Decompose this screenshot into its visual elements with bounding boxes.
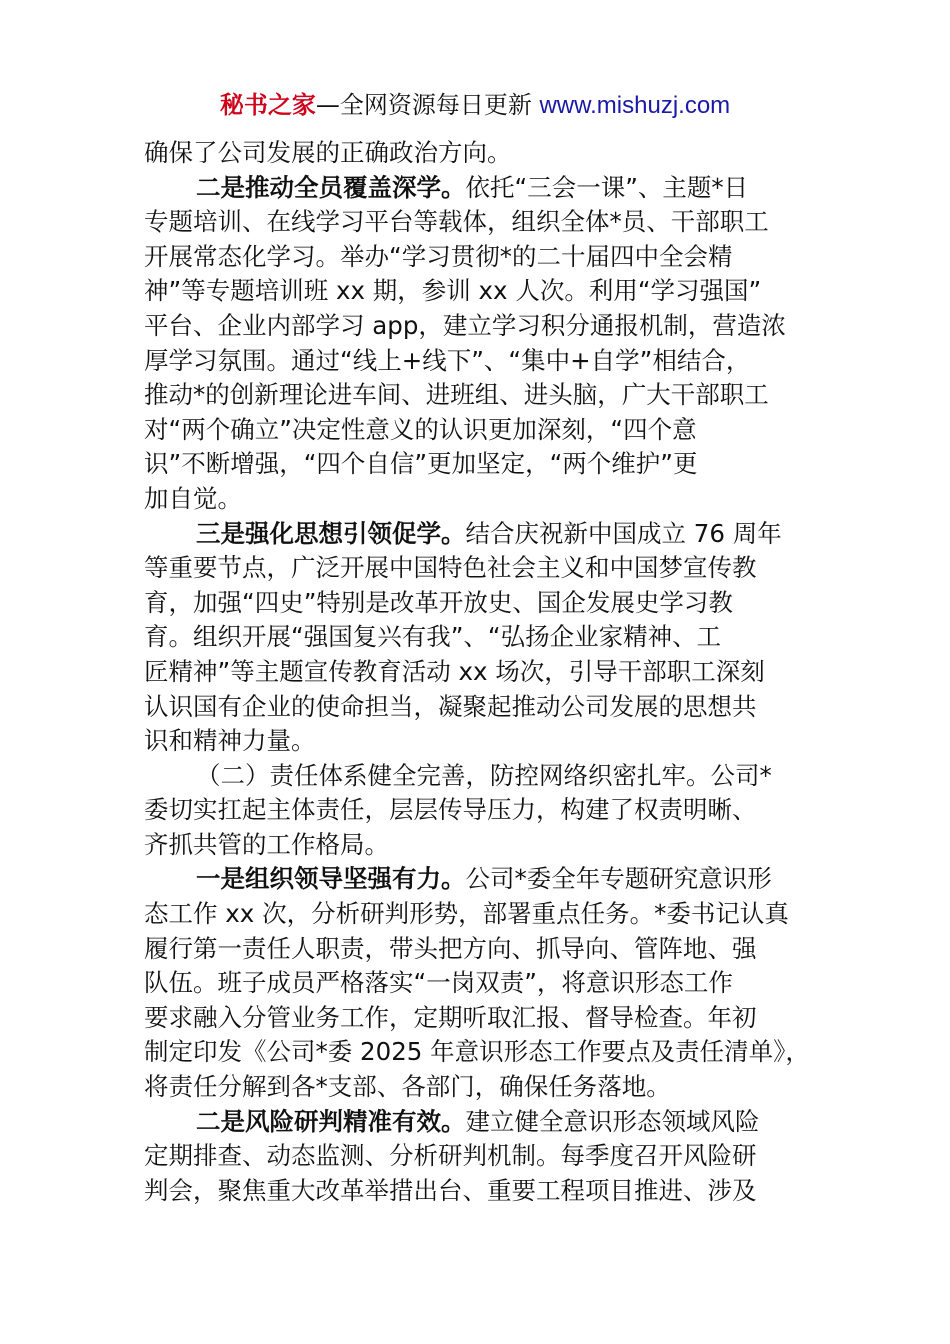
- text-line: [144, 136, 820, 171]
- document-body: [144, 136, 820, 1208]
- line-text: 态工作 xx 次，分析研判形势，部署重点任务。*委书记认真: [144, 899, 789, 929]
- text-line: [144, 482, 820, 517]
- text-line: [144, 551, 820, 586]
- text-line: [144, 932, 820, 967]
- text-line: [144, 828, 820, 863]
- text-line: [144, 1139, 820, 1174]
- line-text: 神”等专题培训班 xx 期，参训 xx 人次。利用“学习强国”: [144, 276, 762, 306]
- text-line: [144, 274, 820, 309]
- line-text: 推动*的创新理论进车间、进班组、进头脑，广大干部职工: [144, 380, 769, 410]
- text-line: [144, 309, 820, 344]
- text-line: [144, 1105, 820, 1140]
- bold-lead-phrase: 三是强化思想引领促学。: [196, 518, 466, 548]
- line-text: 厚学习氛围。通过“线上+线下”、“集中+自学”相结合，: [144, 345, 751, 375]
- line-text: （二）责任体系健全完善，防控网络织密扎牢。公司*: [196, 760, 772, 790]
- line-text: 识”不断增强，“四个自信”更加坚定，“两个维护”更: [144, 449, 698, 479]
- text-line: [144, 1070, 820, 1105]
- text-line: [144, 586, 820, 621]
- text-line: [144, 655, 820, 690]
- line-text: 育。组织开展“强国复兴有我”、“弘扬企业家精神、工: [144, 622, 722, 652]
- line-text: 齐抓共管的工作格局。: [144, 829, 389, 859]
- line-text: 定期排查、动态监测、分析研判机制。每季度召开风险研: [144, 1141, 757, 1171]
- text-line: [144, 517, 820, 552]
- text-line: [144, 344, 820, 379]
- text-line: [144, 240, 820, 275]
- bold-lead-phrase: 二是推动全员覆盖深学。: [196, 172, 466, 202]
- brand-name: 秘书之家: [219, 91, 316, 119]
- text-line: [144, 690, 820, 725]
- line-text: 公司*委全年专题研究意识形: [465, 864, 772, 894]
- header-tagline: —全网资源每日更新: [315, 91, 540, 119]
- line-text: 等重要节点，广泛开展中国特色社会主义和中国梦宣传教: [144, 553, 757, 583]
- text-line: [144, 1001, 820, 1036]
- text-line: [144, 1035, 820, 1070]
- line-text: 队伍。班子成员严格落实“一岗双责”，将意识形态工作: [144, 968, 733, 998]
- text-line: [144, 413, 820, 448]
- site-header: [0, 88, 950, 123]
- line-text: 要求融入分管业务工作，定期听取汇报、督导检查。年初: [144, 1002, 757, 1032]
- text-line: [144, 966, 820, 1001]
- line-text: 结合庆祝新中国成立 76 周年: [465, 518, 782, 548]
- line-text: 制定印发《公司*委 2025 年意识形态工作要点及责任清单》，: [144, 1037, 810, 1067]
- text-line: [144, 862, 820, 897]
- line-text: 认识国有企业的使命担当，凝聚起推动公司发展的思想共: [144, 691, 757, 721]
- line-text: 加自觉。: [144, 483, 242, 513]
- line-text: 匠精神”等主题宣传教育活动 xx 场次，引导干部职工深刻: [144, 656, 765, 686]
- site-url-link[interactable]: www.mishuzj.com: [539, 92, 731, 119]
- line-text: 建立健全意识形态领域风险: [465, 1106, 760, 1136]
- text-line: [144, 724, 820, 759]
- line-text: 对“两个确立”决定性意义的认识更加深刻，“四个意: [144, 414, 697, 444]
- line-text: 判会，聚焦重大改革举措出台、重要工程项目推进、涉及: [144, 1175, 757, 1205]
- text-line: [144, 897, 820, 932]
- text-line: [144, 759, 820, 794]
- text-line: [144, 171, 820, 206]
- text-line: [144, 378, 820, 413]
- line-text: 将责任分解到各*支部、各部门，确保任务落地。: [144, 1072, 671, 1102]
- line-text: 育，加强“四史”特别是改革开放史、国企发展史学习教: [144, 587, 733, 617]
- line-text: 委切实扛起主体责任，层层传导压力，构建了权责明晰、: [144, 795, 757, 825]
- line-text: 依托“三会一课”、主题*日: [465, 172, 749, 202]
- bold-lead-phrase: 一是组织领导坚强有力。: [196, 864, 466, 894]
- line-text: 识和精神力量。: [144, 726, 316, 756]
- text-line: [144, 793, 820, 828]
- line-text: 确保了公司发展的正确政治方向。: [144, 138, 512, 167]
- line-text: 专题培训、在线学习平台等载体，组织全体*员、干部职工: [144, 207, 769, 237]
- line-text: 平台、企业内部学习 app，建立学习积分通报机制，营造浓: [144, 310, 786, 340]
- text-line: [144, 447, 820, 482]
- bold-lead-phrase: 二是风险研判精准有效。: [196, 1106, 466, 1136]
- text-line: [144, 205, 820, 240]
- line-text: 开展常态化学习。举办“学习贯彻*的二十届四中全会精: [144, 241, 733, 271]
- text-line: [144, 1174, 820, 1209]
- line-text: 履行第一责任人职责，带头把方向、抓导向、管阵地、强: [144, 933, 757, 963]
- text-line: [144, 620, 820, 655]
